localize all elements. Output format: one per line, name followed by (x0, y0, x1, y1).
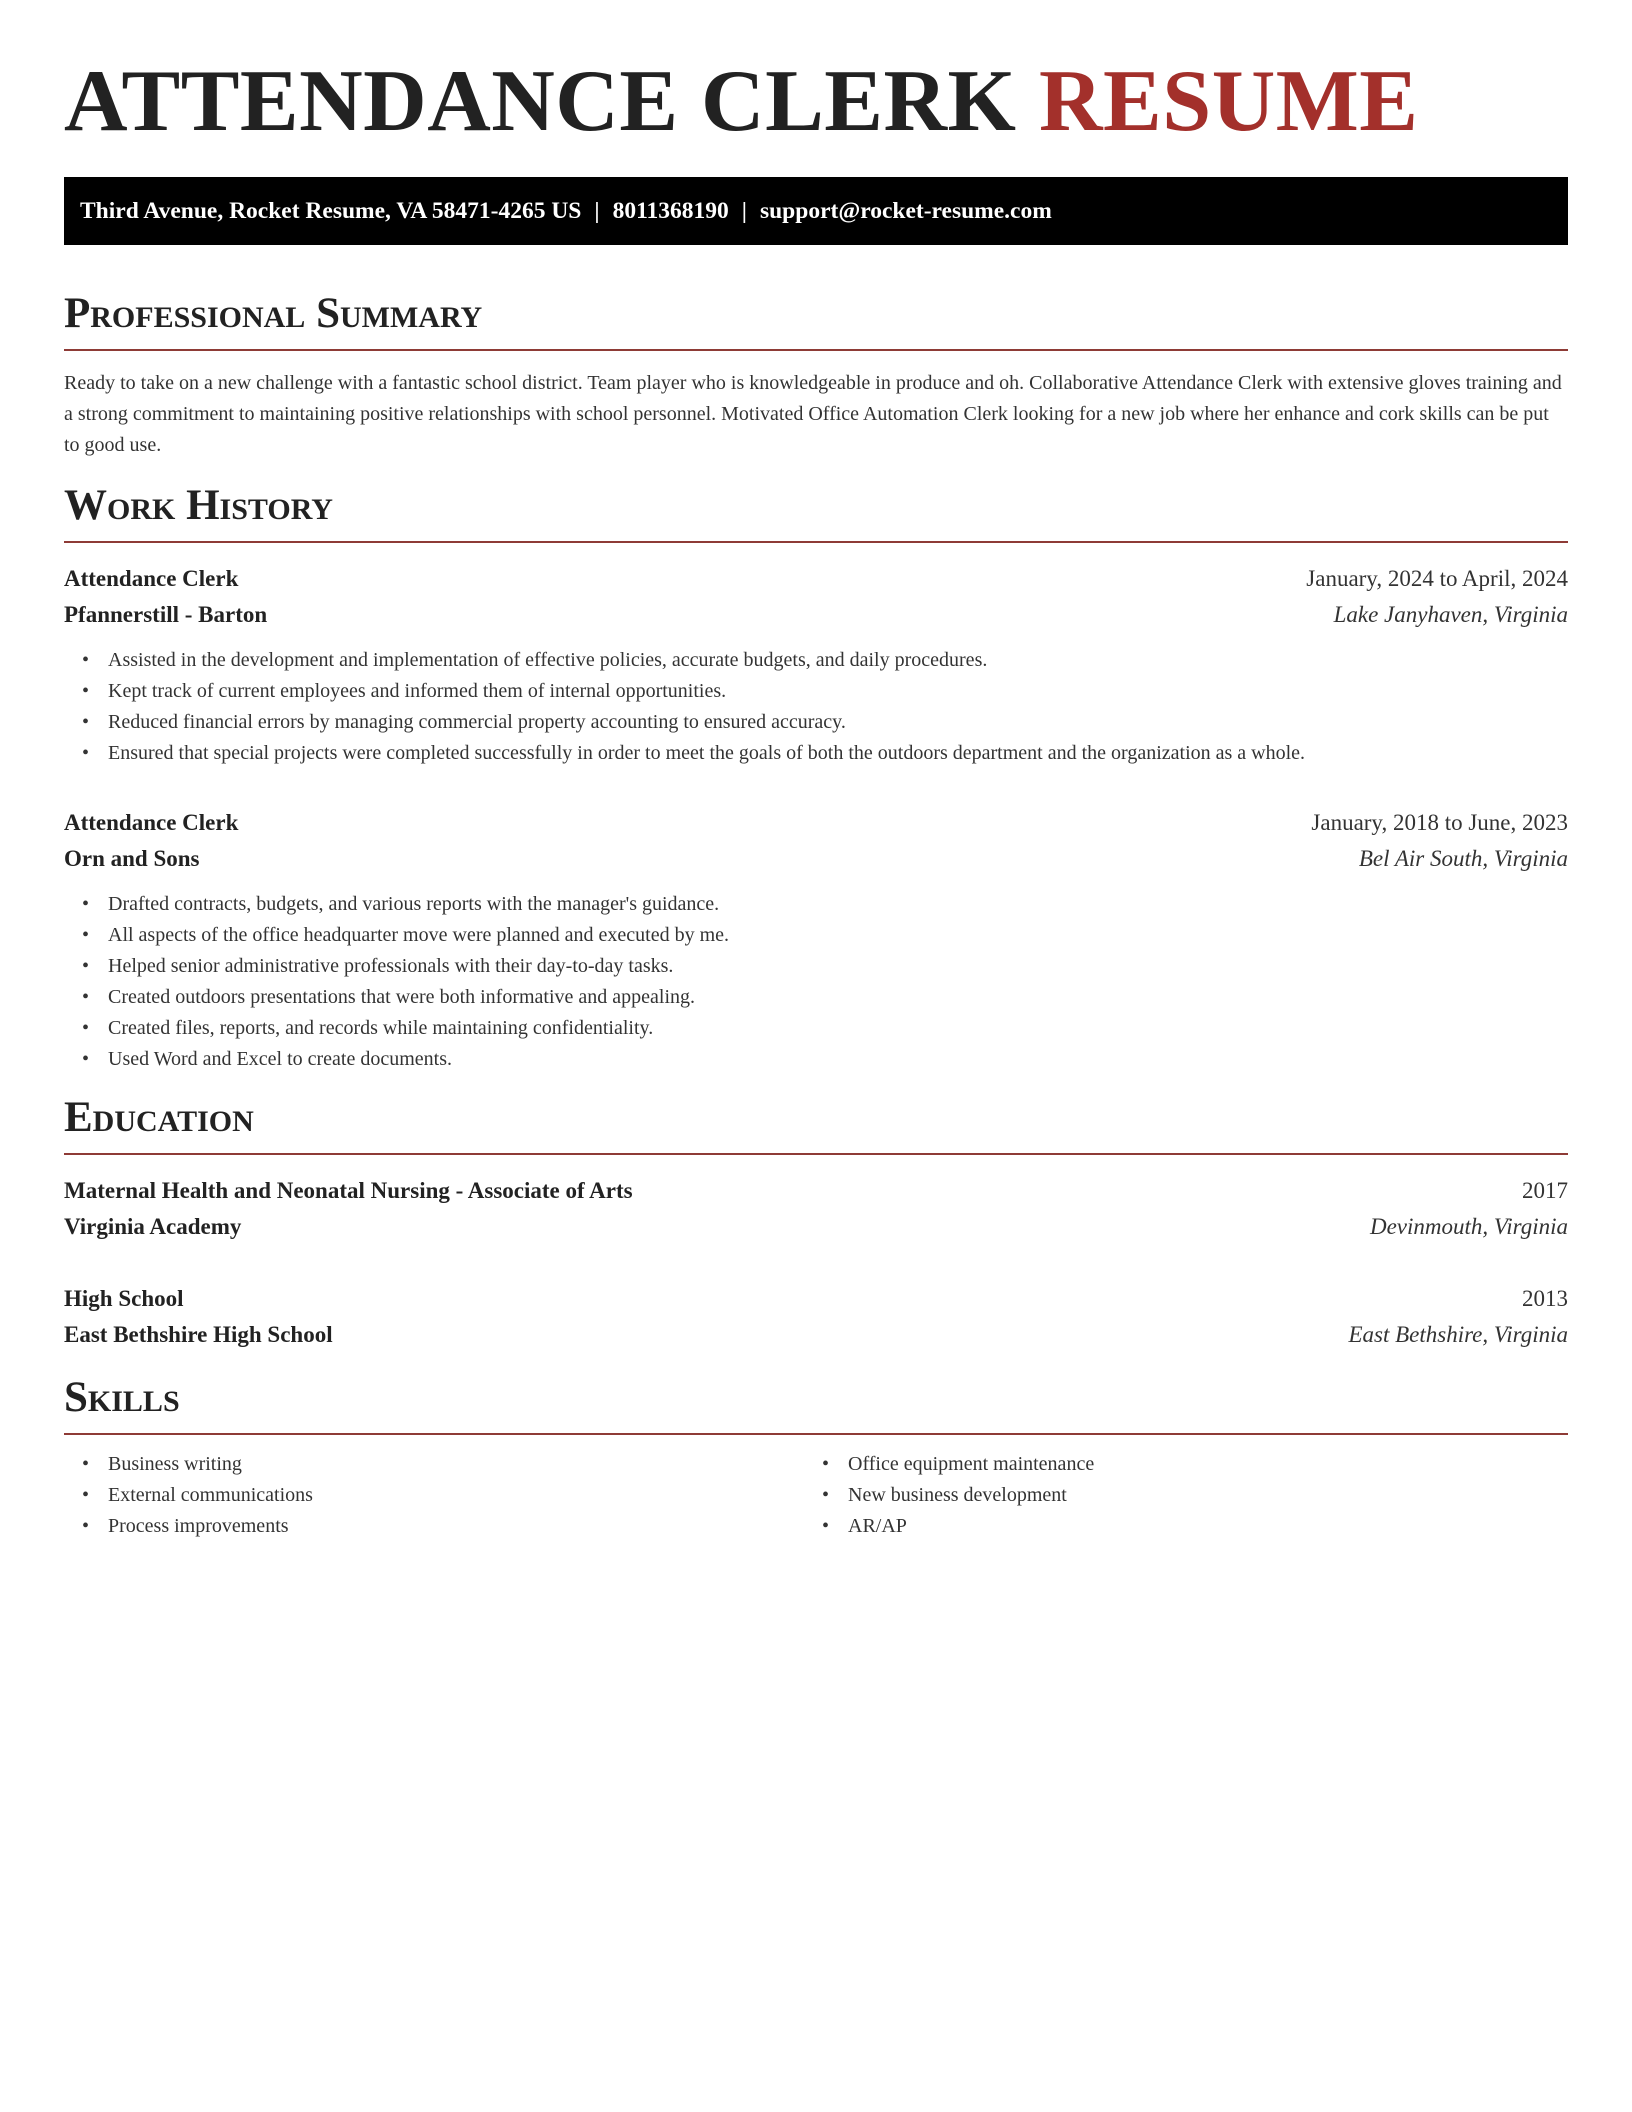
list-item (64, 1449, 804, 1480)
job-title: Attendance Clerk (64, 810, 239, 835)
summary-text: Ready to take on a new challenge with a fantastic school district. Team player who is knowledgeable in produce and oh. Collaborative Attendance Clerk with extensive gloves training and a strong commitment to maintaining positive relationships with school personnel. Motivated Office Automation Clerk looking for a new job where her enhance and cork skills can be put to good use. (64, 372, 1562, 456)
bullet-icon: • (82, 680, 90, 702)
list-item (64, 1480, 804, 1511)
bullet-icon: • (82, 1048, 90, 1070)
job-bullets (64, 889, 1568, 1075)
contact-address: Third Avenue, Rocket Resume, VA 58471-4265 US (80, 198, 582, 224)
edu-degree: High School (64, 1286, 184, 1311)
contact-email[interactable]: support@rocket-resume.com (759, 198, 1052, 224)
edu-year: 2017 (1522, 1178, 1568, 1203)
bullet-text: Drafted contracts, budgets, and various reports with the manager's guidance. (108, 893, 720, 915)
edu-degree: Maternal Health and Neonatal Nursing - Associate of Arts (64, 1178, 633, 1203)
bullet-text: Ensured that special projects were completed successfully in order to meet the goals of both the outdoors department and the organization as a whole. (108, 742, 1306, 764)
list-item (64, 1511, 804, 1542)
bullet-icon: • (82, 711, 90, 733)
bullet-text: Kept track of current employees and informed them of internal opportunities. (108, 680, 727, 702)
bullet-text: Reduced financial errors by managing commercial property accounting to ensured accuracy. (108, 711, 846, 733)
list-item (804, 1511, 1544, 1542)
skill-text: Business writing (108, 1453, 242, 1475)
education-entry (64, 1281, 1568, 1353)
bullet-icon: • (822, 1515, 830, 1537)
list-item (64, 707, 1568, 738)
job-dates: January, 2024 to April, 2024 (1306, 566, 1568, 591)
bullet-icon: • (82, 924, 90, 946)
job-company: Orn and Sons (64, 846, 200, 871)
skill-text: Office equipment maintenance (848, 1453, 1095, 1475)
bullet-icon: • (82, 986, 90, 1008)
list-item (64, 1044, 1568, 1075)
list-item (64, 1013, 1568, 1044)
bullet-text: Helped senior administrative professionals with their day-to-day tasks. (108, 955, 674, 977)
bullet-icon: • (82, 1017, 90, 1039)
list-item (64, 920, 1568, 951)
skills-list (64, 1449, 1568, 1542)
bullet-icon: • (82, 1515, 90, 1537)
bullet-icon: • (822, 1453, 830, 1475)
job-dates: January, 2018 to June, 2023 (1311, 810, 1568, 835)
edu-location: Devinmouth, Virginia (1369, 1214, 1568, 1239)
bullet-icon: • (82, 742, 90, 764)
bullet-text: All aspects of the office headquarter move were planned and executed by me. (108, 924, 730, 946)
edu-location: East Bethshire, Virginia (1348, 1322, 1568, 1347)
education-heading: Education (64, 1093, 1568, 1155)
list-item (64, 676, 1568, 707)
job-location: Lake Janyhaven, Virginia (1333, 602, 1568, 627)
bullet-icon: • (82, 649, 90, 671)
list-item (64, 889, 1568, 920)
summary-heading: Professional Summary (64, 289, 1568, 351)
list-item (64, 982, 1568, 1013)
work-history-heading: Work History (64, 481, 1568, 543)
edu-school: Virginia Academy (64, 1214, 242, 1239)
job-title: Attendance Clerk (64, 566, 239, 591)
contact-bar (64, 177, 1568, 245)
job-bullets (64, 645, 1568, 769)
skills-heading: Skills (64, 1373, 1568, 1435)
skills-column-left (64, 1449, 804, 1542)
bullet-text: Used Word and Excel to create documents. (108, 1048, 453, 1070)
bullet-icon: • (82, 893, 90, 915)
edu-year: 2013 (1522, 1286, 1568, 1311)
skill-text: Process improvements (108, 1515, 289, 1537)
bullet-icon: • (82, 955, 90, 977)
bullet-icon: • (82, 1453, 90, 1475)
bullet-icon: • (82, 1484, 90, 1506)
education-entry (64, 1173, 1568, 1245)
edu-school: East Bethshire High School (64, 1322, 333, 1347)
bullet-text: Created outdoors presentations that were both informative and appealing. (108, 986, 696, 1008)
job-company: Pfannerstill - Barton (64, 602, 268, 627)
skill-text: New business development (848, 1484, 1067, 1506)
title-main: ATTENDANCE CLERK (64, 53, 1017, 150)
skill-text: External communications (108, 1484, 313, 1506)
contact-separator: | (594, 198, 600, 224)
list-item (804, 1480, 1544, 1511)
job-location: Bel Air South, Virginia (1358, 846, 1568, 871)
skills-column-right (804, 1449, 1544, 1542)
bullet-text: Assisted in the development and implementation of effective policies, accurate budgets, and daily procedures. (108, 649, 988, 671)
list-item (64, 951, 1568, 982)
bullet-icon: • (822, 1484, 830, 1506)
list-item (804, 1449, 1544, 1480)
bullet-text: Created files, reports, and records while maintaining confidentiality. (108, 1017, 654, 1039)
job-entry (64, 561, 1568, 769)
list-item (64, 738, 1568, 769)
contact-separator: | (741, 198, 747, 224)
title-accent: RESUME (1039, 53, 1419, 150)
contact-phone: 8011368190 (612, 198, 729, 224)
resume-title (64, 52, 1568, 152)
job-entry (64, 805, 1568, 1075)
skill-text: AR/AP (848, 1515, 907, 1537)
list-item (64, 645, 1568, 676)
